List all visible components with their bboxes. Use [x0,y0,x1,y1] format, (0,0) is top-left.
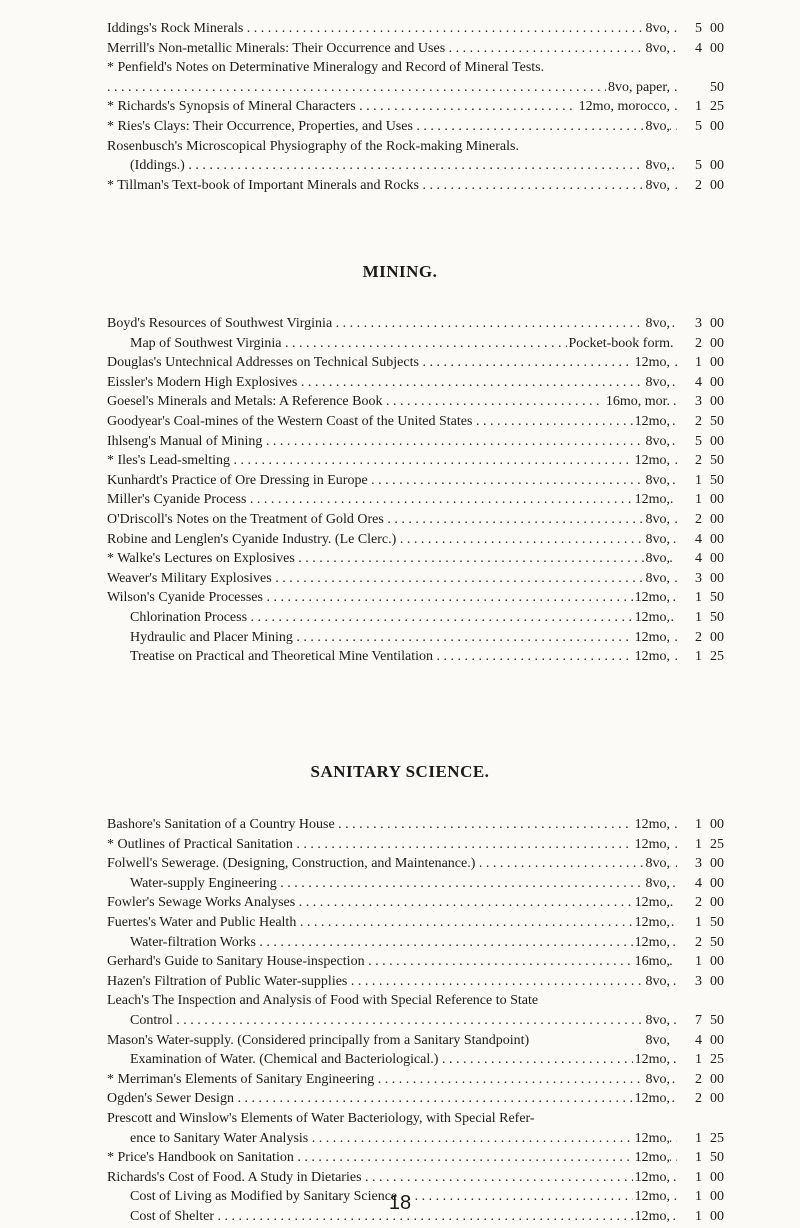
catalog-entry [0,1071,800,1091]
entry-title [107,992,677,1010]
entry-price-cents: 50 [710,590,724,606]
catalog-entry [0,118,800,138]
entry-title-text: * Outlines of Practical Sanitation [107,836,293,852]
entry-title [107,973,677,991]
entry-price-cents: 00 [710,374,724,390]
entry-title [107,570,677,588]
entry-title [107,79,677,97]
entry-title-text: Kunhardt's Practice of Ore Dressing in Europe [107,472,368,488]
entry-title [107,40,677,58]
entry-title [107,452,677,470]
entry-format: 8vo, [645,177,670,193]
entry-price-cents: 00 [710,629,724,645]
entry-price-dollars: 5 [695,119,702,134]
entry-title-text: * Price's Handbook on Sanitation [107,1150,294,1166]
entry-price-dollars: 5 [695,21,702,36]
entry-title [107,354,677,372]
entry-format: 12mo, [634,915,670,930]
catalog-entry [0,1110,800,1130]
catalog-entry [0,629,800,649]
entry-format: 12mo, [634,1169,670,1185]
entry-price-cents: 00 [710,21,724,36]
entry-format: 8vo, [645,570,670,586]
entry-format: 8vo, [645,472,670,488]
entry-format: 12mo, morocco, [578,99,670,115]
entry-title-text: Water-filtration Works [130,934,256,950]
entry-format: 8vo, [645,856,670,872]
entry-price-cents: 00 [710,895,724,911]
entry-price-cents: 25 [710,836,724,852]
entry-price-dollars: 4 [695,551,702,567]
entry-title-text: Water-supply Engineering [130,875,277,891]
entry-title-text: ence to Sanitary Water Analysis [130,1130,309,1146]
entry-format: 12mo, [634,1189,670,1205]
entry-title [107,589,677,607]
entry-price-cents: 00 [710,1032,724,1048]
entry-price-cents: 50 [710,453,724,469]
entry-title-text: Cost of Shelter [130,1209,214,1224]
entry-price-dollars: 3 [695,316,702,331]
catalog-entry [0,816,800,836]
entry-title-text: * Ries's Clays: Their Occurrence, Properties, and Uses [107,119,413,134]
entry-title-text: Map of Southwest Virginia [130,335,282,351]
entry-format: 8vo, [645,973,670,989]
entry-title-text: (Iddings.) [130,158,185,174]
catalog-entry [0,1051,800,1071]
entry-title [130,934,677,952]
catalog-entry [0,138,800,158]
entry-title-text: Miller's Cyanide Process [107,492,247,508]
entry-price-dollars: 1 [695,1052,702,1068]
entry-price-cents: 50 [710,915,724,930]
page-number: 18 [388,1192,412,1214]
entry-price-dollars: 1 [695,1169,702,1185]
catalog-entry [0,452,800,472]
entry-format: 8vo, [645,875,670,891]
catalog-entry [0,1032,800,1052]
catalog-entry [0,157,800,177]
entry-price-dollars: 2 [695,629,702,645]
entry-format: 12mo, [634,355,670,371]
entry-title [107,374,677,392]
entry-title [107,491,677,509]
entry-price-cents: 00 [710,1091,724,1107]
entry-format: 8vo, [645,316,670,331]
entry-price-cents: 50 [710,79,724,95]
entry-title-text: Mason's Water-supply. (Considered principally from a Sanitary Standpoint) [107,1032,530,1048]
entry-format: 8vo, [645,374,670,390]
entry-price-cents: 00 [710,492,724,508]
entry-title-text: Weaver's Military Explosives [107,570,272,586]
entry-title [107,1149,677,1167]
entry-price-cents: 00 [710,531,724,547]
entry-title [107,550,677,568]
entry-format: 12mo, [634,414,670,429]
entry-price-dollars: 1 [695,1150,702,1166]
entry-price-cents: 00 [710,954,724,970]
entry-price-dollars: 2 [695,414,702,429]
entry-price-dollars: 3 [695,394,702,410]
entry-format: 8vo, [645,21,670,36]
entry-price-dollars: 1 [695,99,702,115]
entry-price-dollars: 2 [695,512,702,527]
entry-format: 8vo, [645,433,670,449]
entry-price-dollars: 1 [695,1189,702,1205]
catalog-entry [0,472,800,492]
catalog-entry [0,836,800,856]
entry-title [107,531,677,549]
entry-price-cents: 00 [710,119,724,134]
entry-title-text: Rosenbusch's Microscopical Physiography of the Rock-making Minerals. [107,138,519,154]
entry-title-text: Chlorination Process [130,610,248,625]
entry-title [130,609,677,627]
entry-price-cents: 00 [710,177,724,193]
entry-title [107,1090,677,1108]
catalog-entry [0,973,800,993]
entry-price-cents: 00 [710,335,724,351]
entry-price-cents: 50 [710,414,724,429]
entry-title-text: Richards's Cost of Food. A Study in Dietaries [107,1169,362,1185]
entry-price-cents: 00 [710,433,724,449]
entry-format: 8vo, [645,1032,670,1048]
entry-price-dollars: 4 [695,40,702,56]
entry-price-cents: 00 [710,1209,724,1224]
entry-title [107,393,677,411]
entry-format: 12mo, [634,649,670,665]
entry-format: 8vo, [645,551,670,567]
entry-price-cents: 00 [710,551,724,567]
entry-title-text: * Tillman's Text-book of Important Minerals and Rocks [107,177,419,193]
entry-price-dollars: 3 [695,856,702,872]
entry-price-dollars: 2 [695,895,702,911]
entry-title [107,20,677,38]
entry-format: 12mo, [634,895,670,911]
entry-price-dollars: 1 [695,355,702,371]
catalog-entry [0,393,800,413]
entry-title-text: Fuertes's Water and Public Health [107,915,297,930]
entry-price-dollars: 4 [695,531,702,547]
catalog-entry [0,570,800,590]
catalog-entry [0,354,800,374]
entry-title-text: Bashore's Sanitation of a Country House [107,817,335,832]
entry-title-text: Prescott and Winslow's Elements of Water Bacteriology, with Special Refer- [107,1111,535,1126]
entry-title-text: Merrill's Non-metallic Minerals: Their Occurrence and Uses [107,40,446,56]
entry-format: 12mo, [634,817,670,832]
entry-format: 12mo, [634,492,670,508]
entry-price-dollars: 2 [695,1091,702,1107]
entry-price-dollars: 1 [695,610,702,625]
entry-price-cents: 00 [710,512,724,527]
catalog-entry [0,992,800,1012]
entry-price-dollars: 3 [695,570,702,586]
entry-format: 12mo, [634,1150,670,1166]
entry-price-cents: 00 [710,875,724,891]
entry-title [107,177,677,195]
entry-format: 12mo, [634,1091,670,1107]
entry-title-text: Gerhard's Guide to Sanitary House-inspection [107,954,365,970]
entry-title [130,875,677,893]
entry-price-cents: 00 [710,1071,724,1087]
entry-price-dollars: 1 [695,836,702,852]
entry-format: 8vo, [645,531,670,547]
entry-price-dollars: 1 [695,492,702,508]
entry-format: 12mo, [634,1209,670,1224]
catalog-entry [0,20,800,40]
entry-price-dollars: 2 [695,453,702,469]
entry-title [130,648,677,666]
entry-price-cents: 00 [710,1189,724,1205]
catalog-entry [0,550,800,570]
entry-price-cents: 00 [710,316,724,331]
entry-price-dollars: 4 [695,1032,702,1048]
entry-price-dollars: 3 [695,973,702,989]
entry-price-cents: 00 [710,570,724,586]
entry-title-text: Robine and Lenglen's Cyanide Industry. (Le Clerc.) [107,531,397,547]
catalog-entry [0,914,800,934]
catalog-entry [0,609,800,629]
entry-title [107,413,677,431]
entry-title-text: Eissler's Modern High Explosives [107,374,298,390]
catalog-entry [0,589,800,609]
entry-title [107,138,677,156]
entry-price-cents: 50 [710,1013,724,1028]
catalog-entry [0,413,800,433]
entry-format: 12mo, [634,1052,670,1068]
entry-price-dollars: 7 [695,1013,702,1028]
entry-format: 12mo, [634,590,670,606]
section-heading-mining: MINING. [362,262,438,281]
entry-title-text: * Walke's Lectures on Explosives [107,551,295,567]
entry-price-dollars: 4 [695,374,702,390]
entry-price-dollars: 1 [695,472,702,488]
entry-format: 8vo, [645,40,670,56]
entry-title-text: Iddings's Rock Minerals [107,21,244,36]
entry-price-cents: 50 [710,610,724,625]
catalog-entry [0,934,800,954]
entry-title [107,433,677,451]
catalog-entry [0,855,800,875]
catalog-entry [0,335,800,355]
entry-price-dollars: 5 [695,433,702,449]
entry-title [107,1110,677,1128]
entry-price-cents: 25 [710,1052,724,1068]
catalog-entry [0,894,800,914]
entry-title [130,1012,677,1030]
catalog-entry [0,875,800,895]
entry-title-text: Hazen's Filtration of Public Water-supplies [107,973,348,989]
entry-title-text: Ogden's Sewer Design [107,1091,234,1107]
catalog-entry [0,1130,800,1150]
entry-format: 8vo, [645,1013,670,1028]
catalog-entry [0,40,800,60]
entry-title-text: O'Driscoll's Notes on the Treatment of Gold Ores [107,512,384,527]
entry-price-cents: 00 [710,1169,724,1185]
entry-title-text: Boyd's Resources of Southwest Virginia [107,316,333,331]
entry-format: 8vo, [645,512,670,527]
entry-price-dollars: 2 [695,335,702,351]
catalog-entry [0,374,800,394]
entry-price-cents: 00 [710,856,724,872]
entry-price-dollars: 1 [695,817,702,832]
catalog-entry [0,79,800,99]
catalog-entry [0,1090,800,1110]
entry-format: 8vo, paper, [607,79,670,95]
entry-format: 12mo, [634,453,670,469]
entry-title [130,1051,677,1069]
catalog-entry [0,953,800,973]
entry-title [130,1130,677,1148]
entry-title-text: Ihlseng's Manual of Mining [107,433,263,449]
entry-title [107,511,677,529]
entry-title [107,914,677,932]
entry-price-dollars: 2 [695,1071,702,1087]
entry-price-dollars: 1 [695,649,702,665]
entry-title-text: Leach's The Inspection and Analysis of Food with Special Reference to State [107,993,539,1009]
entry-title-text: Treatise on Practical and Theoretical Mine Ventilation [130,649,433,665]
entry-title [130,157,677,175]
entry-price-dollars: 5 [695,158,702,174]
entry-price-dollars: 2 [695,177,702,193]
entry-title-text: Examination of Water. (Chemical and Bacteriological.) [130,1052,439,1068]
entry-title [107,894,677,912]
entry-title-text: * Iles's Lead-smelting [107,453,231,469]
entry-price-dollars: 1 [695,954,702,970]
catalog-entry [0,491,800,511]
catalog-entry [0,315,800,335]
entry-price-cents: 50 [710,934,724,950]
catalog-entry [0,1169,800,1189]
entry-title [107,836,677,854]
entry-price-cents: 00 [710,158,724,174]
entry-price-cents: 25 [710,649,724,665]
entry-price-cents: 25 [710,99,724,115]
entry-format: 12mo, [634,836,670,852]
entry-price-dollars: 1 [695,915,702,930]
entry-title-text: Cost of Living as Modified by Sanitary Science [130,1189,398,1205]
entry-title-text: * Richards's Synopsis of Mineral Characters [107,99,356,115]
entry-price-dollars: 1 [695,1130,702,1146]
entry-title [107,1071,677,1089]
entry-format: 12mo, [634,629,670,645]
entry-title [107,1032,677,1050]
entry-format: 12mo, [634,934,670,950]
entry-format: 12mo, [634,1130,670,1146]
entry-title-text: Wilson's Cyanide Processes [107,590,263,606]
entry-format: 16mo, mor. [605,394,670,410]
entry-format: 8vo, [645,119,670,134]
entry-title-text: Hydraulic and Placer Mining [130,629,293,645]
entry-price-cents: 50 [710,1150,724,1166]
entry-price-cents: 00 [710,355,724,371]
entry-title [107,59,677,77]
entry-title [107,855,677,873]
entry-format: 12mo, [634,610,670,625]
entry-price-cents: 00 [710,817,724,832]
entry-price-dollars: 4 [695,875,702,891]
entry-title-text: * Merriman's Elements of Sanitary Engineering [107,1071,375,1087]
catalog-entry [0,98,800,118]
catalog-entry [0,59,800,79]
entry-title [107,315,677,333]
catalog-entry [0,177,800,197]
entry-price-cents: 25 [710,1130,724,1146]
entry-format: 8vo, [645,1071,670,1087]
entry-title [107,118,677,136]
entry-price-cents: 50 [710,472,724,488]
entry-price-cents: 00 [710,40,724,56]
entry-title-text: Control [130,1013,173,1028]
entry-title [107,1169,677,1187]
entry-price-dollars: 1 [695,590,702,606]
entry-title [107,816,677,834]
entry-title [107,472,677,490]
catalog-entry [0,1149,800,1169]
entry-format: 16mo, [634,954,670,970]
entry-price-cents: 00 [710,394,724,410]
entry-title-text: Goodyear's Coal-mines of the Western Coast of the United States [107,414,473,429]
entry-title [130,629,677,647]
catalog-entry [0,433,800,453]
catalog-entry [0,648,800,668]
catalog-entry [0,511,800,531]
entry-title-text: * Penfield's Notes on Determinative Mineralogy and Record of Mineral Tests. [107,60,545,76]
catalog-entry [0,1012,800,1032]
entry-format: Pocket-book form [568,335,670,351]
entry-title-text: Fowler's Sewage Works Analyses [107,895,296,911]
entry-title-text: Douglas's Untechnical Addresses on Technical Subjects [107,355,419,371]
section-heading-sanitary-science: SANITARY SCIENCE. [310,762,490,781]
entry-format: 8vo, [645,158,670,174]
entry-title [107,953,677,971]
entry-title-text: Folwell's Sewerage. (Designing, Construction, and Maintenance.) [107,856,476,872]
entry-price-dollars: 1 [695,1209,702,1224]
entry-price-dollars: 2 [695,934,702,950]
entry-title-text: Goesel's Minerals and Metals: A Reference Book [107,394,383,410]
entry-price-cents: 00 [710,973,724,989]
catalog-entry [0,531,800,551]
